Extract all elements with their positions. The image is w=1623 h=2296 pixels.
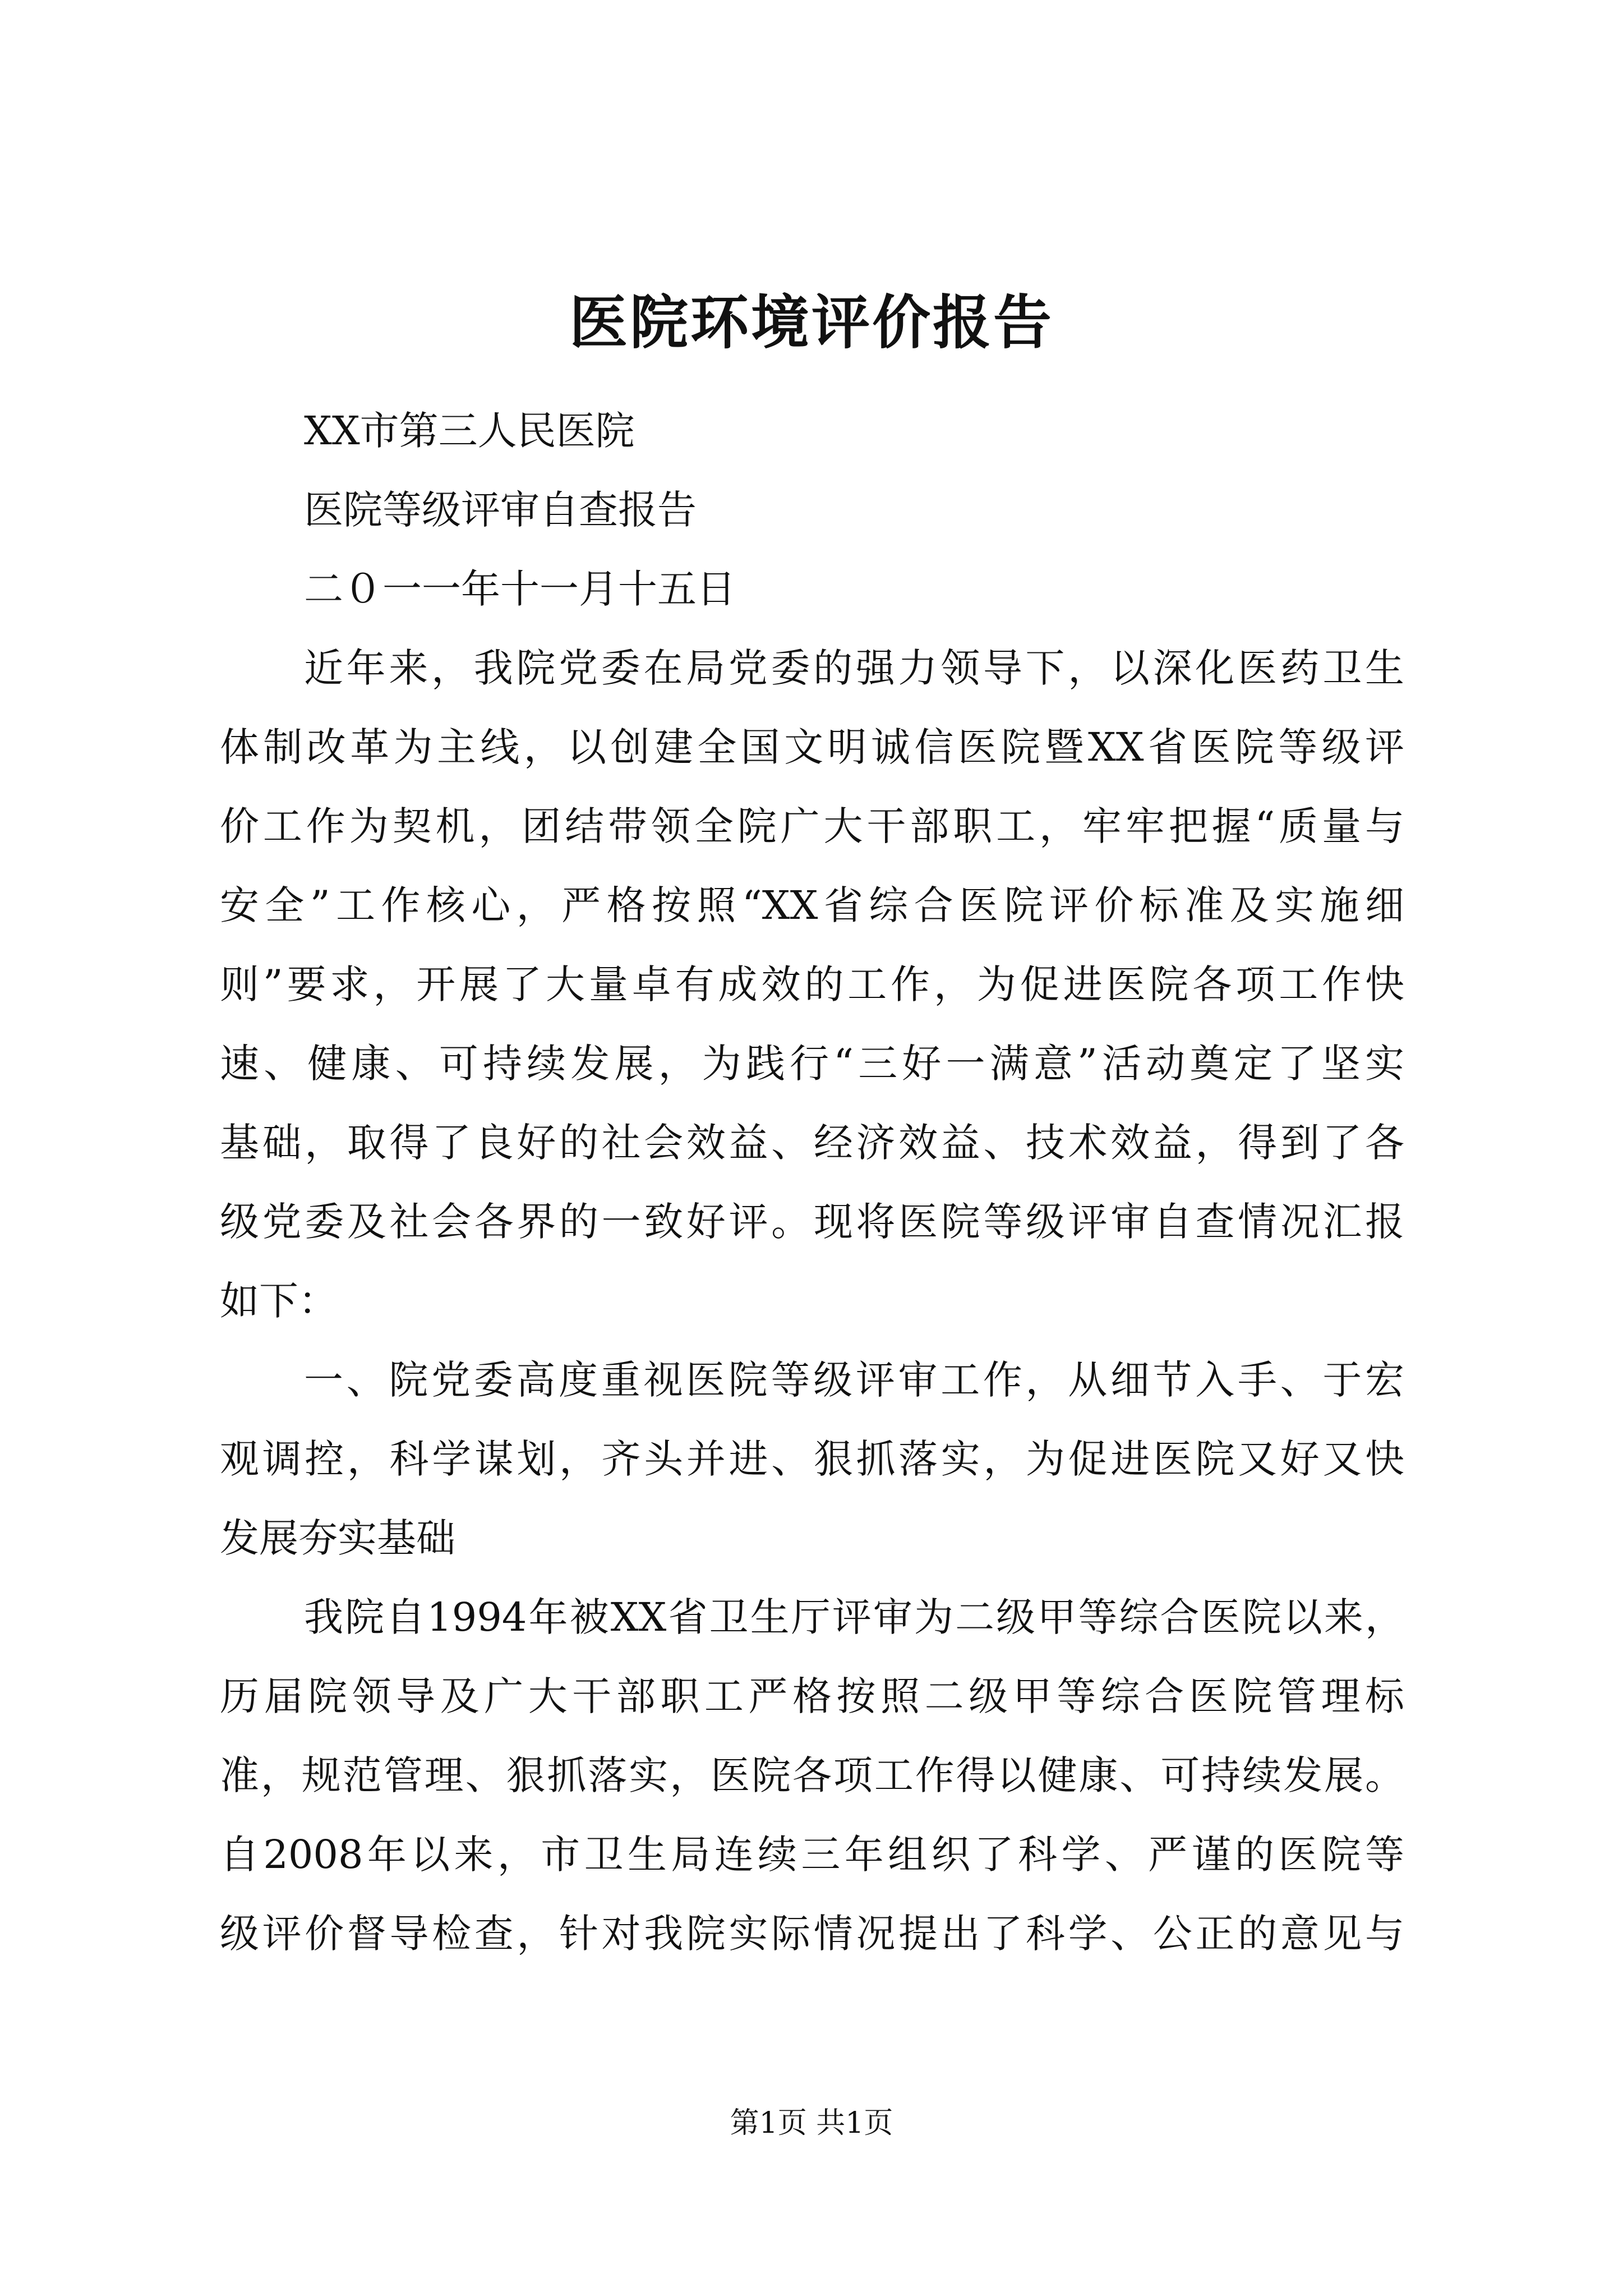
text-line: 医院等级评审自查报告 bbox=[304, 487, 697, 533]
text-line: 如下： bbox=[220, 1278, 338, 1324]
text-line: 历届院领导及广大干部职工严格按照二级甲等综合医院管理标 bbox=[220, 1673, 1404, 1719]
text-line: 发展夯实基础 bbox=[220, 1515, 455, 1561]
page-footer: 第1页 共1页 bbox=[730, 2106, 893, 2140]
text-line: 价工作为契机，团结带领全院广大干部职工，牢牢把握“质量与 bbox=[220, 803, 1404, 849]
text-line: XX市第三人民医院 bbox=[304, 408, 635, 454]
text-line: 准，规范管理、狠抓落实，医院各项工作得以健康、可持续发展。 bbox=[220, 1752, 1404, 1798]
text-line: 级评价督导检查，针对我院实际情况提出了科学、公正的意见与 bbox=[220, 1911, 1404, 1957]
text-line: 一、院党委高度重视医院等级评审工作，从细节入手、于宏 bbox=[304, 1357, 1404, 1403]
text-line: 二０一一年十一月十五日 bbox=[304, 566, 736, 612]
text-line: 观调控，科学谋划，齐头并进、狠抓落实，为促进医院又好又快 bbox=[220, 1436, 1404, 1482]
text-line: 自2008年以来，市卫生局连续三年组织了科学、严谨的医院等 bbox=[220, 1832, 1404, 1878]
text-line: 基础，取得了良好的社会效益、经济效益、技术效益，得到了各 bbox=[220, 1120, 1404, 1166]
text-line: 级党委及社会各界的一致好评。现将医院等级评审自查情况汇报 bbox=[220, 1199, 1404, 1245]
text-line: 我院自1994年被XX省卫生厅评审为二级甲等综合医院以来， bbox=[304, 1594, 1404, 1640]
text-line: 体制改革为主线，以创建全国文明诚信医院暨XX省医院等级评 bbox=[220, 724, 1404, 770]
text-line: 安全”工作核心，严格按照“XX省综合医院评价标准及实施细 bbox=[220, 882, 1404, 928]
document-body bbox=[220, 392, 1404, 1973]
text-line: 速、健康、可持续发展，为践行“三好一满意”活动奠定了坚实 bbox=[220, 1041, 1404, 1087]
text-line: 则”要求，开展了大量卓有成效的工作，为促进医院各项工作快 bbox=[220, 961, 1404, 1007]
text-line: 近年来，我院党委在局党委的强力领导下，以深化医药卫生 bbox=[304, 645, 1404, 691]
document-title: 医院环境评价报告 bbox=[569, 288, 1054, 357]
